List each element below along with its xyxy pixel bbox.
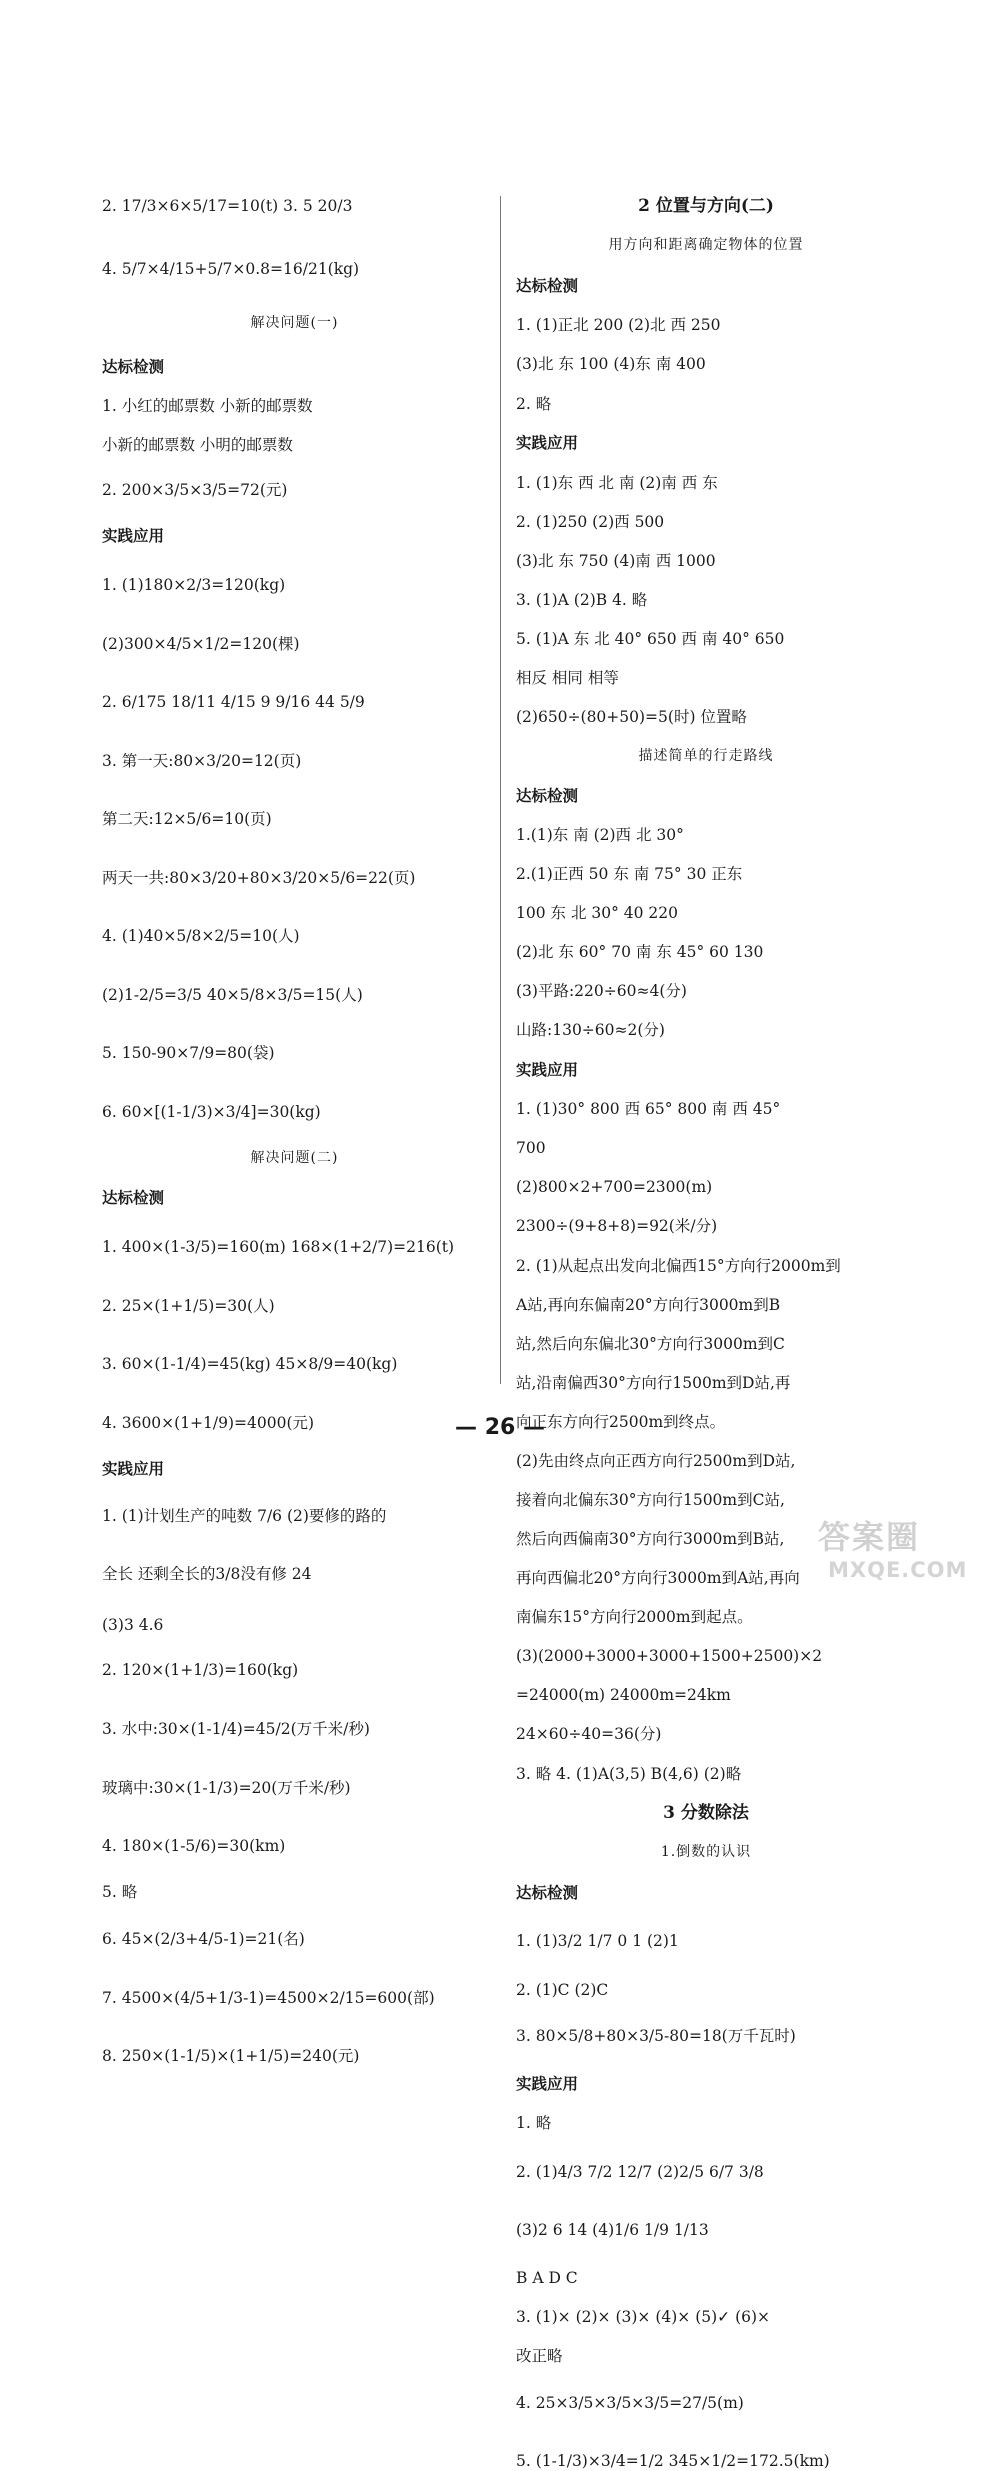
subsection-title: 解决问题(一) [250, 315, 339, 331]
answer-line: (3)3 4.6 [102, 1616, 164, 1634]
answer-line: 1. (1)180×2/3=120(kg) [102, 576, 286, 594]
answer-line: 站,沿南偏西30°方向行1500m到D站,再 [516, 1374, 791, 1392]
answer-line: 2. (1)250 (2)西 500 [516, 513, 665, 531]
watermark-url: MXQE.COM [828, 1558, 968, 1582]
page-number: — 26 — [455, 1415, 545, 1440]
answer-line: 山路:130÷60≈2(分) [516, 1021, 665, 1039]
section-heading: 实践应用 [102, 1460, 165, 1478]
answer-line: B A D C [516, 2269, 578, 2287]
answer-line: 1. (1)东 西 北 南 (2)南 西 东 [516, 474, 718, 492]
answer-line: 2. (1)C (2)C [516, 1981, 609, 1999]
answer-line: (3)北 东 100 (4)东 南 400 [516, 355, 706, 373]
answer-line: 3. 略 4. (1)A(3,5) B(4,6) (2)略 [516, 1765, 742, 1783]
answer-line: 3. 水中:30×(1-1/4)=45/2(万千米/秒) [102, 1720, 370, 1738]
answer-line: 8. 250×(1-1/5)×(1+1/5)=240(元) [102, 2047, 360, 2065]
answer-line: =24000(m) 24000m=24km [516, 1686, 731, 1704]
answer-line: 2. 略 [516, 395, 552, 413]
answer-line: A站,再向东偏南20°方向行3000m到B [516, 1296, 781, 1314]
subsection-title: 描述简单的行走路线 [638, 748, 774, 764]
answer-line: 3. (1)× (2)× (3)× (4)× (5)✓ (6)× [516, 2308, 771, 2326]
answer-line: 2300÷(9+8+8)=92(米/分) [516, 1217, 718, 1235]
answer-line: 1. (1)30° 800 西 65° 800 南 西 45° [516, 1100, 781, 1118]
subsection-title: 解决问题(二) [250, 1150, 339, 1166]
answer-line: (3)2 6 14 (4)1/6 1/9 1/13 [516, 2221, 709, 2239]
answer-line: 2. 200×3/5×3/5=72(元) [102, 481, 288, 499]
answer-line: 5. (1)A 东 北 40° 650 西 南 40° 650 [516, 630, 785, 648]
answer-line: 1. (1)计划生产的吨数 7/6 (2)要修的路的 [102, 1507, 387, 1525]
answer-line: 6. 60×[(1-1/3)×3/4]=30(kg) [102, 1103, 321, 1121]
answer-line: 1. 略 [516, 2114, 552, 2132]
answer-line: 南偏东15°方向行2000m到起点。 [516, 1608, 753, 1626]
answer-line: 然后向西偏南30°方向行3000m到B站, [516, 1530, 785, 1548]
subsection-title: 用方向和距离确定物体的位置 [608, 237, 804, 253]
answer-line: 1. 小红的邮票数 小新的邮票数 [102, 397, 313, 415]
answer-line: (2)北 东 60° 70 南 东 45° 60 130 [516, 943, 764, 961]
answer-line: 2. 17/3×6×5/17=10(t) 3. 5 20/3 [102, 197, 353, 215]
section-heading: 达标检测 [516, 277, 579, 295]
answer-line: 接着向北偏东30°方向行1500m到C站, [516, 1491, 785, 1509]
answer-line: 相反 相同 相等 [516, 669, 619, 687]
answer-line: 7. 4500×(4/5+1/3-1)=4500×2/15=600(部) [102, 1989, 435, 2007]
section-heading: 实践应用 [516, 434, 579, 452]
subsection-title: 3 分数除法 [663, 1803, 749, 1823]
answer-line: 2. 6/175 18/11 4/15 9 9/16 44 5/9 [102, 693, 365, 711]
answer-line: 1. (1)3/2 1/7 0 1 (2)1 [516, 1932, 679, 1950]
answer-line: (2)先由终点向正西方向行2500m到D站, [516, 1452, 796, 1470]
answer-line: 两天一共:80×3/20+80×3/20×5/6=22(页) [102, 869, 416, 887]
answer-line: 玻璃中:30×(1-1/3)=20(万千米/秒) [102, 1779, 351, 1797]
answer-line: 24×60÷40=36(分) [516, 1725, 662, 1743]
answer-line: 1. (1)正北 200 (2)北 西 250 [516, 316, 721, 334]
column-divider [500, 196, 501, 1384]
answer-line: 4. 3600×(1+1/9)=4000(元) [102, 1414, 315, 1432]
answer-line: (2)650÷(80+50)=5(时) 位置略 [516, 708, 747, 726]
answer-line: 1.(1)东 南 (2)西 北 30° [516, 826, 684, 844]
watermark-logo: 答案圈 [818, 1518, 921, 1556]
answer-line: (2)1-2/5=3/5 40×5/8×3/5=15(人) [102, 986, 363, 1004]
answer-line: 再向西偏北20°方向行3000m到A站,再向 [516, 1569, 800, 1587]
answer-line: 4. 5/7×4/15+5/7×0.8=16/21(kg) [102, 260, 360, 278]
subsection-title: 2 位置与方向(二) [638, 196, 774, 216]
answer-line: 5. 150-90×7/9=80(袋) [102, 1044, 275, 1062]
answer-line: 6. 45×(2/3+4/5-1)=21(名) [102, 1930, 305, 1948]
section-heading: 实践应用 [102, 527, 165, 545]
answer-line: (3)(2000+3000+3000+1500+2500)×2 [516, 1647, 823, 1665]
answer-line: 5. 略 [102, 1883, 138, 1901]
answer-line: 5. (1-1/3)×3/4=1/2 345×1/2=172.5(km) [516, 2452, 830, 2470]
answer-line: 2. (1)从起点出发向北偏西15°方向行2000m到 [516, 1257, 841, 1275]
answer-line: 2.(1)正西 50 东 南 75° 30 正东 [516, 865, 743, 883]
answer-line: 改正略 [516, 2347, 563, 2365]
left-column [102, 196, 487, 2065]
answer-line: 2. (1)4/3 7/2 12/7 (2)2/5 6/7 3/8 [516, 2163, 764, 2181]
answer-line: 3. (1)A (2)B 4. 略 [516, 591, 648, 609]
answer-line: 3. 第一天:80×3/20=12(页) [102, 752, 302, 770]
section-heading: 达标检测 [102, 1189, 165, 1207]
section-heading: 实践应用 [516, 2075, 579, 2093]
answer-line: 4. (1)40×5/8×2/5=10(人) [102, 927, 300, 945]
answer-line: 1. 400×(1-3/5)=160(m) 168×(1+2/7)=216(t) [102, 1238, 455, 1256]
answer-line: 4. 25×3/5×3/5×3/5=27/5(m) [516, 2394, 744, 2412]
subsection-title: 1.倒数的认识 [660, 1844, 752, 1860]
answer-line: 站,然后向东偏北30°方向行3000m到C [516, 1335, 785, 1353]
answer-line: 小新的邮票数 小明的邮票数 [102, 436, 293, 454]
answer-line: 700 [516, 1139, 546, 1157]
answer-line: (2)800×2+700=2300(m) [516, 1178, 713, 1196]
answer-line: (3)北 东 750 (4)南 西 1000 [516, 552, 716, 570]
answer-line: 3. 60×(1-1/4)=45(kg) 45×8/9=40(kg) [102, 1355, 398, 1373]
section-heading: 达标检测 [516, 787, 579, 805]
answer-line: 2. 25×(1+1/5)=30(人) [102, 1297, 275, 1315]
answer-line: 向正东方向行2500m到终点。 [516, 1413, 726, 1431]
answer-line: (3)平路:220÷60≈4(分) [516, 982, 687, 1000]
section-heading: 达标检测 [516, 1884, 579, 1902]
answer-line: 全长 还剩全长的3/8没有修 24 [102, 1565, 312, 1583]
answer-line: 3. 80×5/8+80×3/5-80=18(万千瓦时) [516, 2027, 796, 2045]
answer-line: (2)300×4/5×1/2=120(棵) [102, 635, 300, 653]
answer-line: 100 东 北 30° 40 220 [516, 904, 679, 922]
answer-line: 2. 120×(1+1/3)=160(kg) [102, 1661, 299, 1679]
answer-line: 4. 180×(1-5/6)=30(km) [102, 1837, 286, 1855]
section-heading: 达标检测 [102, 358, 165, 376]
section-heading: 实践应用 [516, 1061, 579, 1079]
answer-line: 第二天:12×5/6=10(页) [102, 810, 272, 828]
